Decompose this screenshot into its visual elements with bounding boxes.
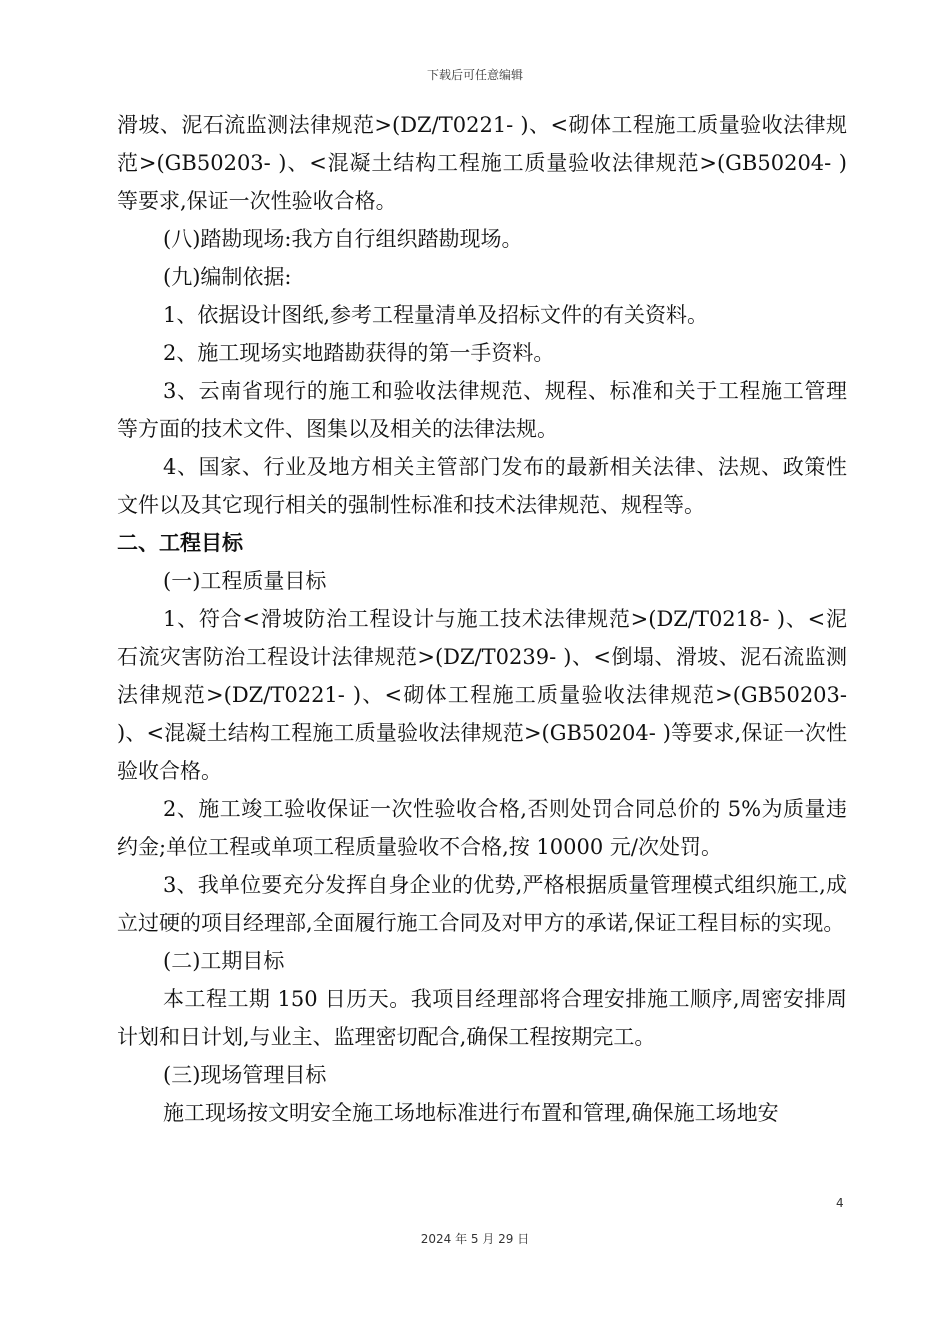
paragraph: (九)编制依据: — [163, 265, 292, 289]
paragraph: 2、施工现场实地踏勘获得的第一手资料。 — [163, 341, 555, 365]
paragraph: 1、符合<滑坡防治工程设计与施工技术法律规范>(DZ/T0218- )、<泥石流灾害防治工程设计法律规范>(DZ/T0239- )、<倒塌、滑坡、泥石流监测法律规范>(DZ/T0221- )、<砌体工程施工质量验收法律规范>(GB50203- )、<混凝土结构工程施工质量验收法律规范>(GB50204- )等要求,保证一次性验收合格。 — [117, 607, 847, 783]
paragraph: (八)踏勘现场:我方自行组织踏勘现场。 — [163, 227, 523, 251]
paragraph: (二)工期目标 — [163, 949, 285, 973]
paragraph: 1、依据设计图纸,参考工程量清单及招标文件的有关资料。 — [163, 303, 709, 327]
paragraph: 施工现场按文明安全施工场地标准进行布置和管理,确保施工场地安 — [163, 1101, 779, 1125]
document-body — [117, 106, 847, 1132]
page-number: 4 — [836, 1196, 844, 1210]
paragraph: 本工程工期 150 日历天。我项目经理部将合理安排施工顺序,周密安排周计划和日计划,与业主、监理密切配合,确保工程按期完工。 — [117, 987, 847, 1049]
paragraph: 3、云南省现行的施工和验收法律规范、规程、标准和关于工程施工管理等方面的技术文件、图集以及相关的法律法规。 — [117, 379, 847, 441]
paragraph: (一)工程质量目标 — [163, 569, 327, 593]
paragraph: (三)现场管理目标 — [163, 1063, 327, 1087]
paragraph: 滑坡、泥石流监测法律规范>(DZ/T0221- )、<砌体工程施工质量验收法律规范>(GB50203- )、<混凝土结构工程施工质量验收法律规范>(GB50204- )等要求,保证一次性验收合格。 — [117, 113, 847, 213]
paragraph: 2、施工竣工验收保证一次性验收合格,否则处罚合同总价的 5%为质量违约金;单位工程或单项工程质量验收不合格,按 10000 元/次处罚。 — [117, 797, 847, 859]
paragraph: 4、国家、行业及地方相关主管部门发布的最新相关法律、法规、政策性文件以及其它现行相关的强制性标准和技术法律规范、规程等。 — [117, 455, 847, 517]
page-footer-date: 2024 年 5 月 29 日 — [420, 1232, 530, 1246]
page-header: 下载后可任意编辑 — [426, 68, 523, 82]
paragraph: 3、我单位要充分发挥自身企业的优势,严格根据质量管理模式组织施工,成立过硬的项目经理部,全面履行施工合同及对甲方的承诺,保证工程目标的实现。 — [117, 873, 847, 935]
section-heading: 二、工程目标 — [117, 531, 243, 555]
